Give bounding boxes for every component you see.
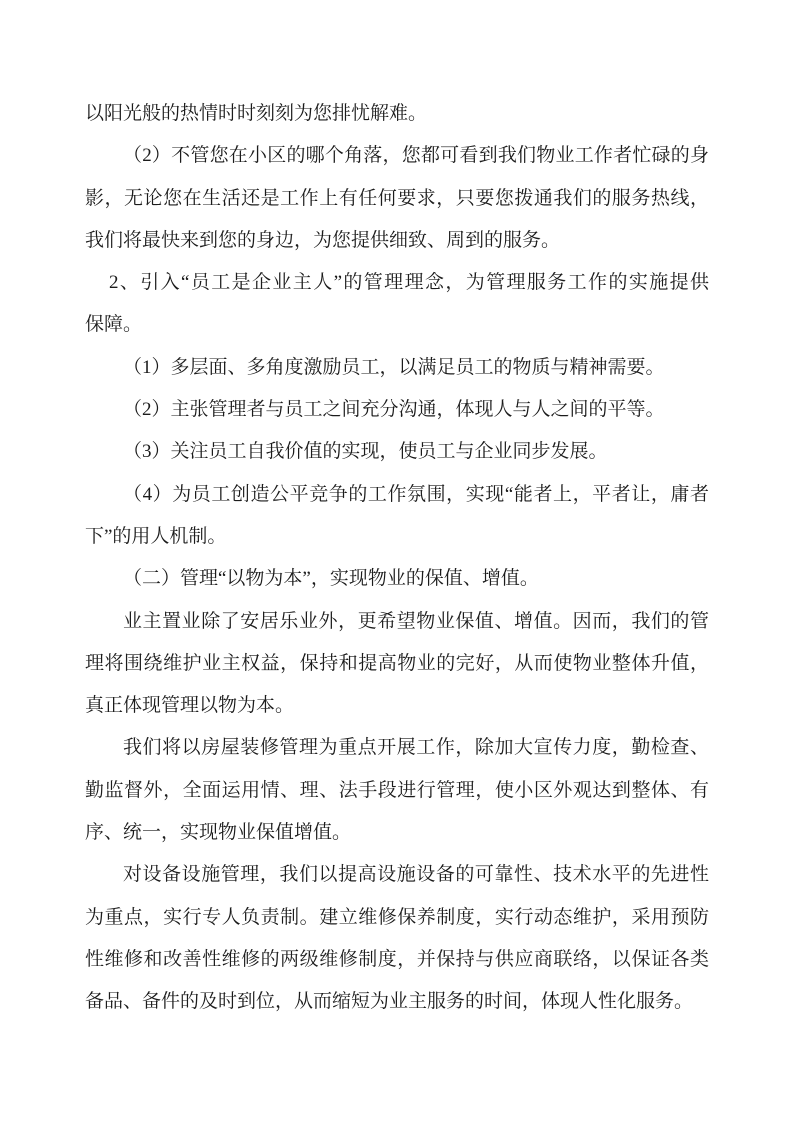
paragraph (85, 262, 709, 347)
text-line: （4）为员工创造公平竞争的工作氛围，实现“能者上，平者让，庸者 (123, 483, 709, 505)
text-line: 为重点，实行专人负责制。建立维修保养制度，实行动态维护，采用预防 (85, 906, 709, 928)
text-line: （1）多层面、多角度激励员工，以满足员工的物质与精神需要。 (123, 356, 665, 378)
text-line: 保障。 (85, 314, 143, 336)
paragraph (85, 347, 709, 389)
paragraph (85, 474, 709, 559)
text-line: 我们将最快来到您的身边，为您提供细致、周到的服务。 (85, 229, 561, 251)
text-line: （二）管理“以物为本”，实现物业的保值、增值。 (123, 568, 539, 590)
text-line: 备品、备件的及时到位，从而缩短为业主服务的时间，体现人性化服务。 (85, 991, 694, 1013)
text-line: 理将围绕维护业主权益，保持和提高物业的完好，从而使物业整体升值， (85, 652, 709, 674)
text-line: 性维修和改善性维修的两级维修制度，并保持与供应商联络，以保证各类 (85, 948, 709, 970)
text-line: 业主置业除了安居乐业外，更希望物业保值、增值。因而，我们的管 (123, 610, 709, 632)
paragraph (85, 93, 709, 135)
text-line: 我们将以房屋装修管理为重点开展工作，除加大宣传力度，勤检查、 (123, 737, 709, 759)
paragraph (85, 854, 709, 1023)
text-line: 以阳光般的热情时时刻刻为您排忧解难。 (85, 103, 428, 124)
text-line: （3）关注员工自我价值的实现，使员工与企业同步发展。 (123, 441, 608, 463)
text-line: 对设备设施管理，我们以提高设施设备的可靠性、技术水平的先进性 (123, 864, 709, 886)
paragraph (85, 601, 709, 728)
paragraph (85, 135, 709, 262)
paragraph (85, 389, 709, 431)
paragraph (85, 558, 709, 600)
paragraph (85, 431, 709, 473)
text-line: 下”的用人机制。 (85, 525, 227, 547)
text-line: 序、统一，实现物业保值增值。 (85, 822, 352, 844)
paragraph (85, 727, 709, 854)
text-line: 影，无论您在生活还是工作上有任何要求，只要您拨通我们的服务热线， (85, 187, 709, 209)
text-line: 真正体现管理以物为本。 (85, 695, 295, 717)
text-line: （2）主张管理者与员工之间充分沟通，体现人与人之间的平等。 (123, 399, 665, 421)
text-line: 勤监督外，全面运用情、理、法手段进行管理，使小区外观达到整体、有 (85, 779, 709, 801)
text-line: 2、引入“员工是企业主人”的管理理念，为管理服务工作的实施提供 (109, 272, 709, 294)
text-line: （2）不管您在小区的哪个角落，您都可看到我们物业工作者忙碌的身 (123, 145, 709, 167)
